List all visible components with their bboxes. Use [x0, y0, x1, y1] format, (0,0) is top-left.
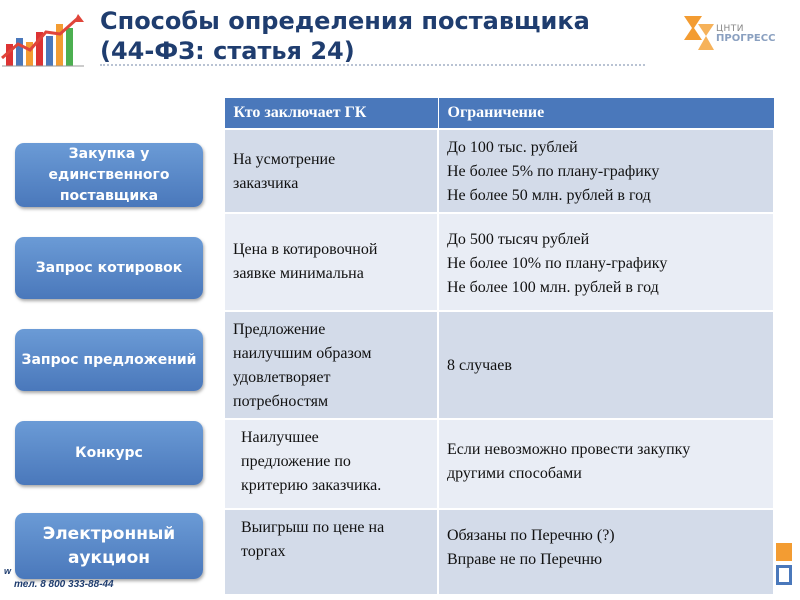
header-restriction: Ограничение	[438, 98, 774, 130]
cell-text: Не более 100 млн. рублей в год	[447, 279, 659, 296]
cell-text: До 100 тыс. рублей	[447, 139, 578, 156]
cell-limit	[438, 213, 774, 311]
method-button-tender[interactable]: Конкурс	[15, 421, 203, 485]
cell-text: потребностям	[233, 393, 329, 410]
page-title-line1: Способы определения поставщика	[100, 7, 590, 35]
corner-orange-square	[776, 543, 792, 561]
cell-text: критерию заказчика.	[241, 477, 382, 494]
cell-who	[224, 419, 438, 509]
table-row	[224, 213, 774, 311]
method-button-electronic-auction[interactable]: Электронный аукцион	[15, 513, 203, 579]
method-button-proposal-request[interactable]: Запрос предложений	[15, 329, 203, 391]
cell-text: Не более 5% по плану-графику	[447, 163, 660, 180]
cell-text: Предложение	[233, 321, 326, 338]
cell-who	[224, 129, 438, 213]
cell-text: другими способами	[447, 465, 582, 482]
page-title	[100, 6, 660, 66]
cell-text: На усмотрение	[233, 151, 336, 168]
cell-text: заказчика	[233, 175, 299, 192]
cell-text: Если невозможно провести закупку	[447, 441, 691, 458]
cell-limit	[438, 419, 774, 509]
cell-text: Вправе не по Перечню	[447, 551, 603, 568]
cell-limit	[438, 129, 774, 213]
cell-text: Выигрыш по цене на	[241, 519, 385, 536]
cell-who	[224, 213, 438, 311]
cell-limit	[438, 311, 774, 419]
cell-text: Цена в котировочной	[233, 241, 378, 258]
cell-who	[224, 509, 438, 595]
logo-text-top: ЦНТИ	[716, 24, 744, 34]
cell-text: Обязаны по Перечню (?)	[447, 527, 615, 544]
cell-who	[224, 311, 438, 419]
title-divider	[100, 64, 645, 66]
header-who-signs: Кто заключает ГК	[224, 98, 438, 130]
method-button-quotation-request[interactable]: Запрос котировок	[15, 237, 203, 299]
cell-limit	[438, 509, 774, 595]
footer-phone: тел. 8 800 333-88-44	[14, 579, 114, 590]
footer-website: w	[4, 566, 12, 576]
cell-text: Не более 10% по плану-графику	[447, 255, 668, 272]
cell-text: заявке минимальна	[233, 265, 364, 282]
corner-blue-square	[776, 565, 792, 585]
cell-text: До 500 тысяч рублей	[447, 231, 590, 248]
method-button-single-supplier[interactable]: Закупка у единственного поставщика	[15, 143, 203, 207]
cell-text: наилучшим образом	[233, 345, 372, 362]
cell-text: Наилучшее	[241, 429, 319, 446]
table-row	[224, 419, 774, 509]
table-row	[224, 311, 774, 419]
cell-text: удовлетворяет	[233, 369, 331, 386]
cell-text: 8 случаев	[447, 357, 512, 374]
page-title-line2: (44-ФЗ: статья 24)	[100, 37, 355, 65]
logo-text-bottom: ПРОГРЕСС	[716, 33, 776, 44]
methods-table	[223, 97, 773, 596]
growth-chart-icon	[0, 14, 86, 70]
cell-text: торгах	[241, 543, 286, 560]
table-row	[224, 509, 774, 595]
table-header-row	[224, 98, 774, 130]
table-row	[224, 129, 774, 213]
cell-text: предложение по	[241, 453, 351, 470]
cell-text: Не более 50 млн. рублей в год	[447, 187, 651, 204]
